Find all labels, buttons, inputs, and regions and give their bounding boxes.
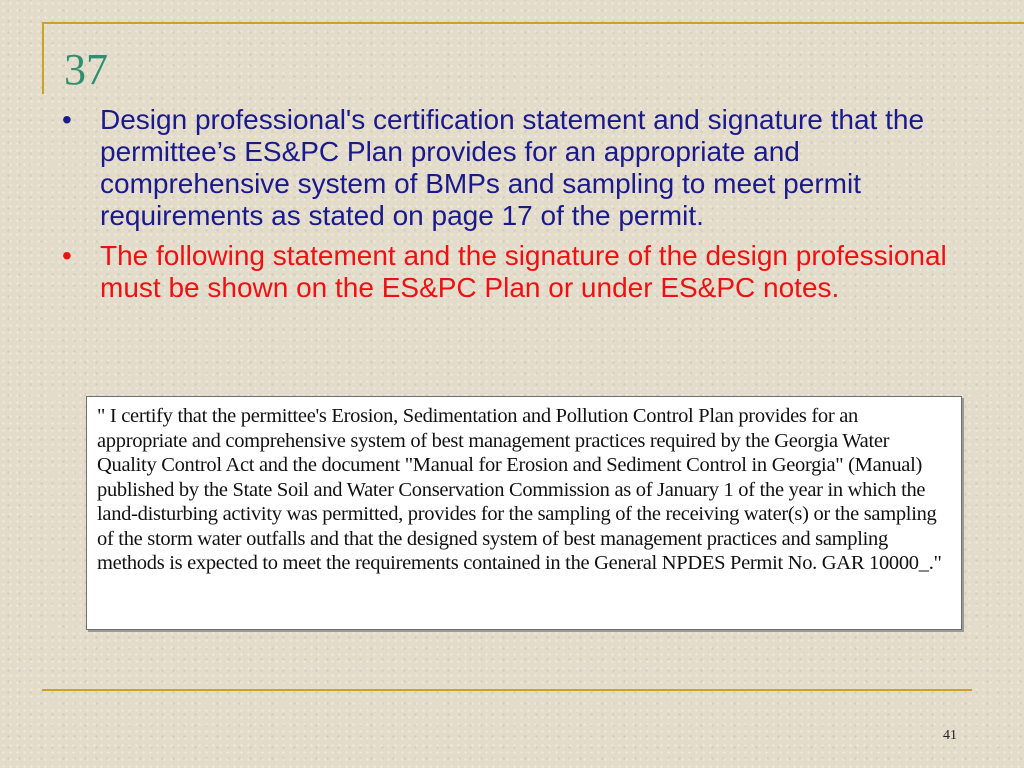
- page-number: 41: [943, 728, 957, 743]
- bullet-text: Design professional's certification statement and signature that the permittee’s ES&PC Plan provides for an appropriate and comprehensive system of BMPs and sampling to meet permit requirements as stated on page 17 of the permit.: [100, 104, 925, 231]
- certification-quote-text: " I certify that the permittee's Erosion, Sedimentation and Pollution Control Plan provides for an appropriate and comprehensive system of best management practices required by the Georgia Water Quality Control Act and the document "Manual for Erosion and Sediment Control in Georgia" (Manual) published by the State Soil and Water Conservation Commission as of January 1 of the year in which the land-disturbing activity was permitted, provides for the sampling of the receiving water(s) or the sampling of the storm water outfalls and that the designed system of best management practices and sampling methods is expected to meet the requirements contained in the General NPDES Permit No. GAR 10000_.": [97, 405, 942, 574]
- frame-bottom-line: [42, 689, 972, 691]
- bullet-item-statement-requirement: [62, 240, 962, 304]
- frame-vertical-line: [42, 22, 44, 94]
- bullet-text: The following statement and the signature of the design professional must be shown on the ES&PC Plan or under ES&PC notes.: [100, 240, 947, 303]
- bullet-marker: •: [62, 104, 72, 135]
- certification-quote-box: [86, 396, 962, 630]
- slide-title: 37: [64, 45, 108, 94]
- frame-top-line: [42, 22, 1024, 24]
- bullet-marker: •: [62, 240, 72, 271]
- bullet-list: [62, 104, 962, 312]
- bullet-item-certification: [62, 104, 962, 232]
